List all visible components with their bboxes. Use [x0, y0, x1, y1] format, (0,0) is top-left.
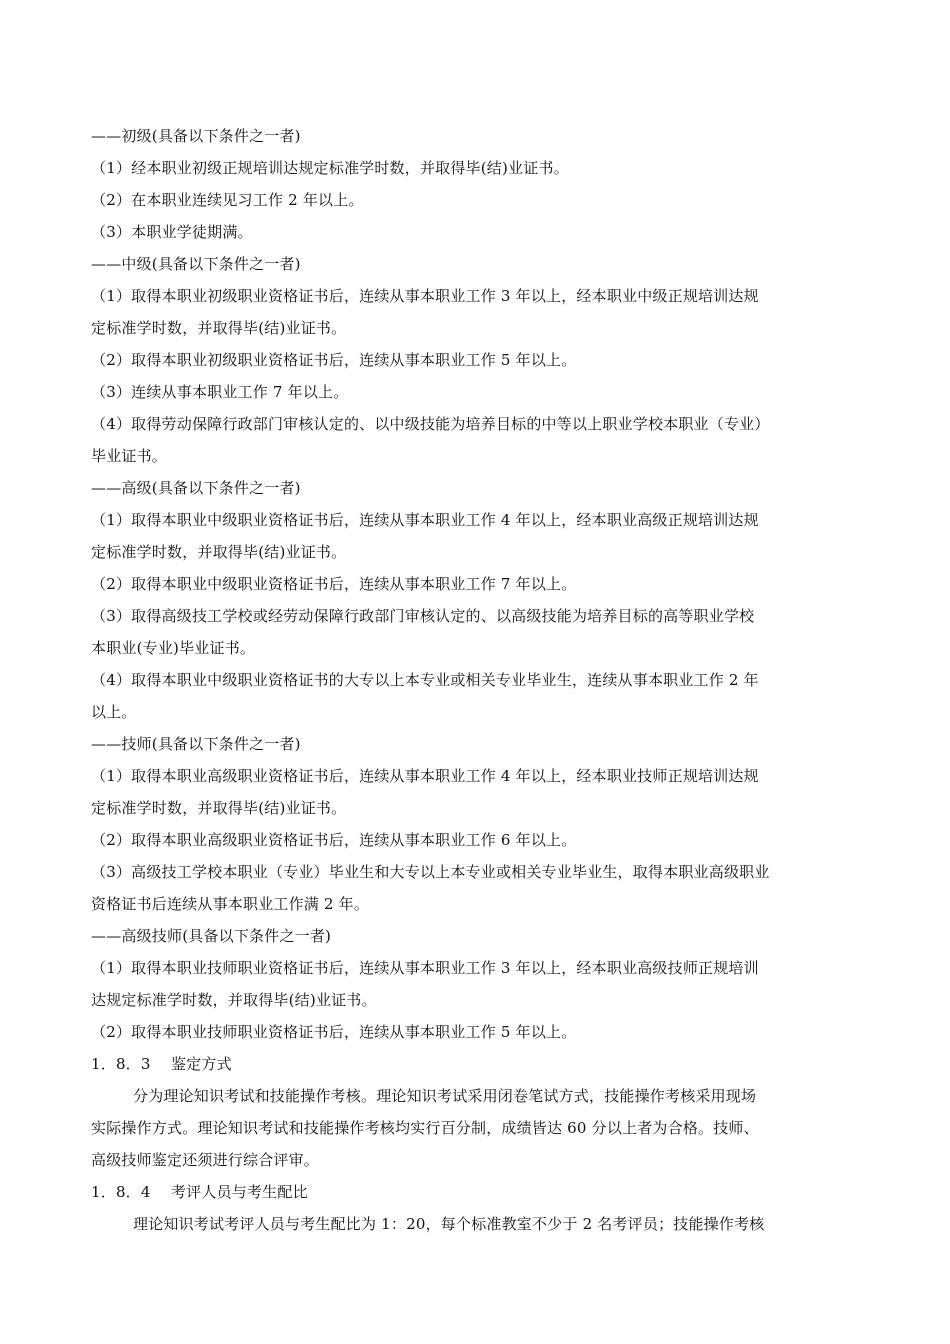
condition-line: （1）取得本职业中级职业资格证书后，连续从事本职业工作 4 年以上，经本职业高级正规培训达规 [91, 511, 759, 529]
condition-line: （4）取得劳动保障行政部门审核认定的、以中级技能为培养目标的中等以上职业学校本职业（专业） [91, 415, 770, 433]
condition-line: （3）本职业学徒期满。 [91, 223, 253, 241]
level-heading-senior-technician: ——高级技师(具备以下条件之一者) [91, 927, 332, 945]
section-heading-1-8-3 [91, 1048, 830, 1080]
condition-line: （2）取得本职业技师职业资格证书后，连续从事本职业工作 5 年以上。 [91, 1023, 577, 1041]
level-heading-intermediate: ——中级(具备以下条件之一者) [91, 255, 301, 273]
condition-line: （1）取得本职业高级职业资格证书后，连续从事本职业工作 4 年以上，经本职业技师正规培训达规 [91, 767, 759, 785]
paragraph-assessment-method [91, 1080, 830, 1176]
condition-line: （3）连续从事本职业工作 7 年以上。 [91, 383, 349, 401]
section-heading-1-8-4 [91, 1176, 830, 1208]
paragraph-line: 分为理论知识考试和技能操作考核。理论知识考试采用闭卷笔试方式，技能操作考核采用现场 [133, 1087, 757, 1105]
level-heading-junior: ——初级(具备以下条件之一者) [91, 127, 301, 145]
paragraph-line: 理论知识考试考评人员与考生配比为 1：20，每个标准教室不少于 2 名考评员；技能操作考核 [133, 1215, 765, 1233]
condition-line: （1）经本职业初级正规培训达规定标准学时数，并取得毕(结)业证书。 [91, 159, 569, 177]
condition-line: 定标准学时数，并取得毕(结)业证书。 [91, 319, 347, 337]
paragraph-examiner-ratio [91, 1208, 830, 1240]
condition-line: 毕业证书。 [91, 447, 168, 465]
condition-line: 本职业(专业)毕业证书。 [91, 639, 256, 657]
condition-line: （2）取得本职业高级职业资格证书后，连续从事本职业工作 6 年以上。 [91, 831, 577, 849]
paragraph-line: 实际操作方式。理论知识考试和技能操作考核均实行百分制，成绩皆达 60 分以上者为合格。技师、 [91, 1119, 759, 1137]
section-number: 1．8．4 [91, 1183, 151, 1201]
condition-line: （1）取得本职业初级职业资格证书后，连续从事本职业工作 3 年以上，经本职业中级正规培训达规 [91, 287, 759, 305]
section-title: 鉴定方式 [171, 1055, 232, 1073]
level-heading-technician: ——技师(具备以下条件之一者) [91, 735, 301, 753]
condition-line: （2）取得本职业初级职业资格证书后，连续从事本职业工作 5 年以上。 [91, 351, 577, 369]
condition-line: （3）高级技工学校本职业（专业）毕业生和大专以上本专业或相关专业毕业生，取得本职业高级职业 [91, 863, 770, 881]
condition-line: 定标准学时数，并取得毕(结)业证书。 [91, 543, 347, 561]
level-heading-senior: ——高级(具备以下条件之一者) [91, 479, 301, 497]
condition-line: 达规定标准学时数，并取得毕(结)业证书。 [91, 991, 377, 1009]
eligibility-list [91, 120, 830, 1048]
condition-line: 以上。 [91, 703, 137, 721]
condition-line: （2）取得本职业中级职业资格证书后，连续从事本职业工作 7 年以上。 [91, 575, 577, 593]
condition-line: （4）取得本职业中级职业资格证书的大专以上本专业或相关专业毕业生，连续从事本职业工作 2 年 [91, 671, 759, 689]
condition-line: （2）在本职业连续见习工作 2 年以上。 [91, 191, 364, 209]
condition-line: 资格证书后连续从事本职业工作满 2 年。 [91, 895, 370, 913]
condition-line: （1）取得本职业技师职业资格证书后，连续从事本职业工作 3 年以上，经本职业高级技师正规培训 [91, 959, 759, 977]
condition-line: （3）取得高级技工学校或经劳动保障行政部门审核认定的、以高级技能为培养目标的高等职业学校 [91, 607, 755, 625]
section-number: 1．8．3 [91, 1055, 151, 1073]
condition-line: 定标准学时数，并取得毕(结)业证书。 [91, 799, 347, 817]
paragraph-line: 高级技师鉴定还须进行综合评审。 [91, 1151, 320, 1169]
section-title: 考评人员与考生配比 [171, 1183, 308, 1201]
